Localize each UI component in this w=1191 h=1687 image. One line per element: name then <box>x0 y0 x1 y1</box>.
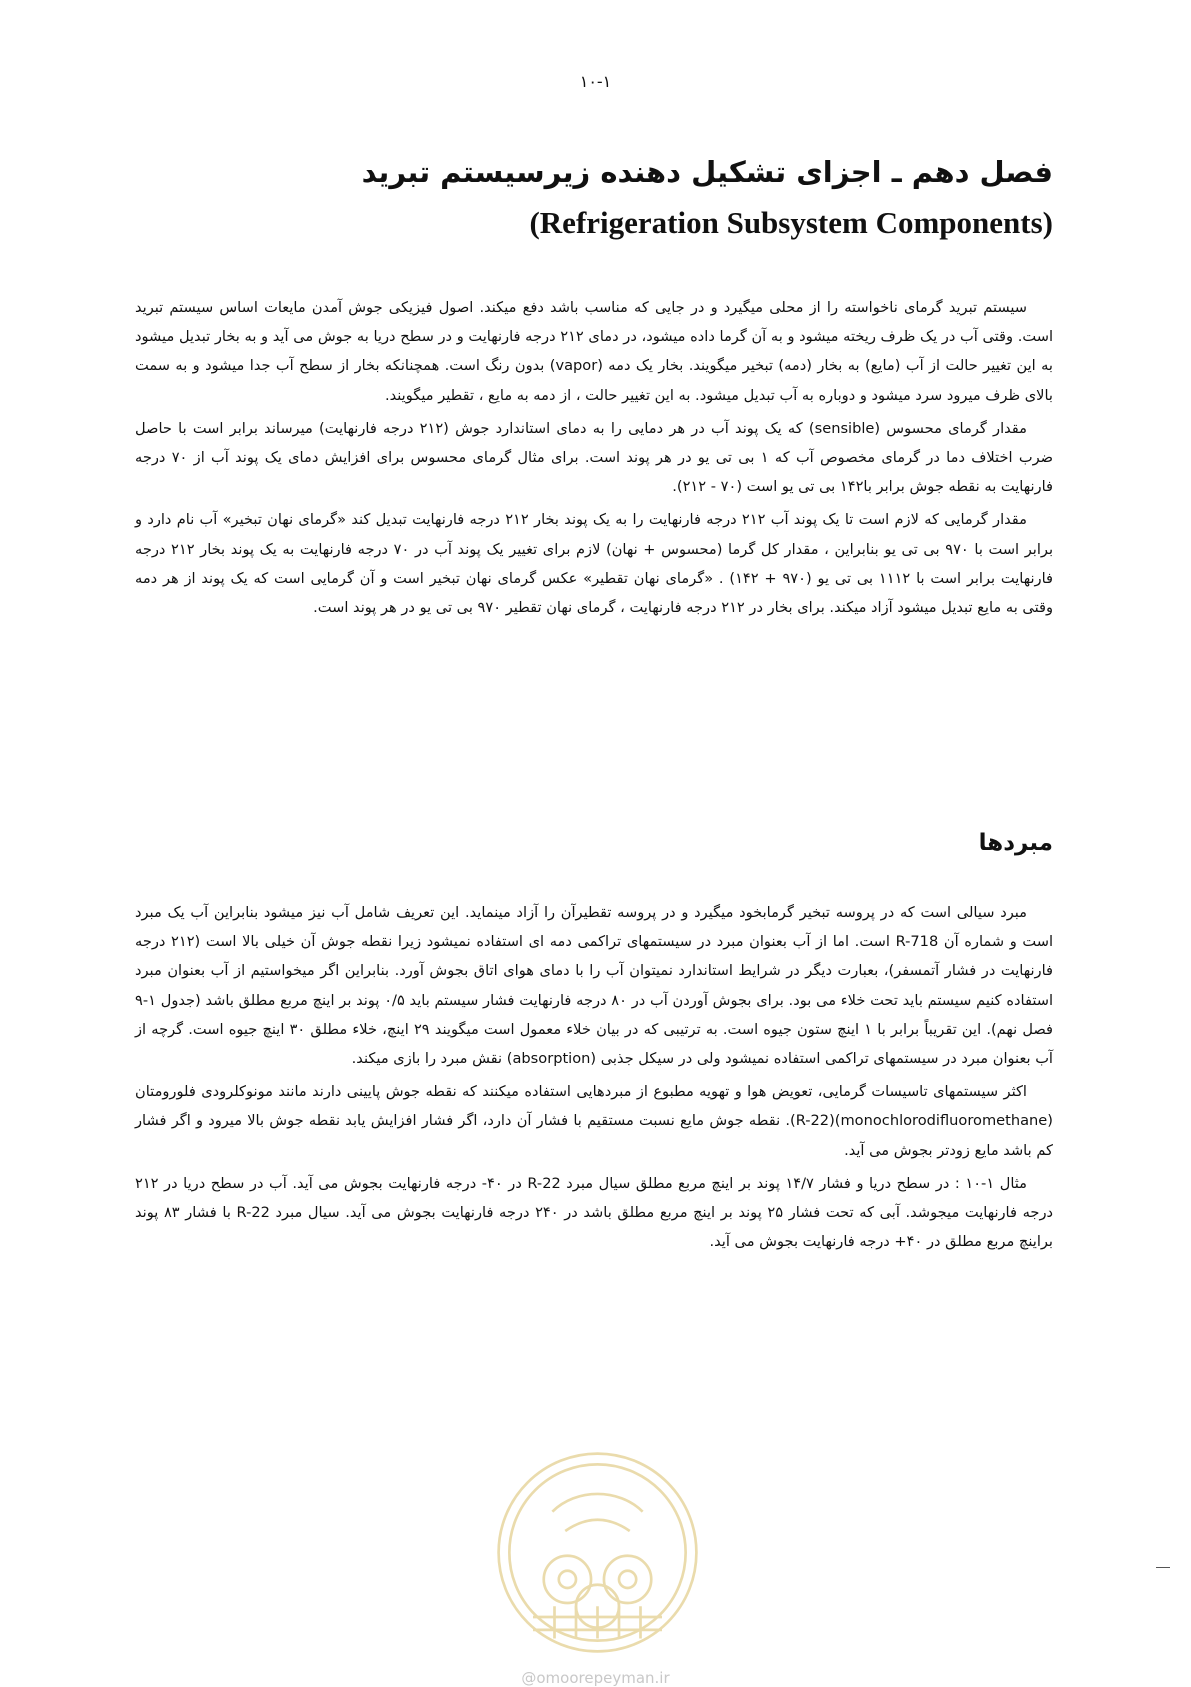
page-number: ۱۰-۱ <box>579 72 612 91</box>
margin-mark <box>1156 1567 1170 1568</box>
paragraph: مثال ۱-۱۰ : در سطح دریا و فشار ۱۴/۷ پوند بر اینچ مربع مطلق سیال مبرد R-22 در ۴۰- درجه فارنهایت بجوش می آید. آب در سطح دریا در ۲۱۲ درجه فارنهایت میجوشد. آبی که تحت فشار ۲۵ پوند بر اینچ مربع مطلق باشد در ۲۴۰ درجه فارنهایت بجوش می آید. سیال مبرد R-22 با فشار ۸۳ پوند براینچ مربع مطلق در ۴۰+ درجه فارنهایت بجوش می آید. <box>135 1174 1053 1251</box>
watermark-url: @omoorepeyman.ir <box>521 1669 670 1687</box>
seal-watermark-icon <box>490 1445 705 1660</box>
paragraph: سیستم تبرید گرمای ناخواسته را از محلی میگیرد و در جایی که مناسب باشد دفع میکند. اصول فیزیکی جوش آمدن مایعات اساس سیستم تبرید است. وقتی آب در یک ظرف ریخته میشود و به آن گرما داده میشود، در دمای ۲۱۲ درجه فارنهایت و در سطح دریا به جوش می آید و به بخار تبدیل میشود به این تغییر حالت از آب (مایع) به بخار (دمه) تبخیر میگویند. بخار یک دمه (vapor) بدون رنگ است. همچنانکه بخار از سطح آب جدا میشود و به سمت بالای ظرف میرود سرد میشود و دوباره به آب تبدیل میشود. به این تغییر حالت ، از دمه به مایع ، تقطیر میگویند. <box>135 299 1053 404</box>
paragraph: مقدار گرمایی که لازم است تا یک پوند آب ۲۱۲ درجه فارنهایت را به یک پوند بخار ۲۱۲ درجه فارنهایت تبدیل کند «گرمای نهان تبخیر» آب نام دارد و برابر است با ۹۷۰ بی تی یو بنابراین ، مقدار کل گرما (محسوس + نهان) لازم برای تغییر یک پوند آب در ۷۰ درجه فارنهایت به یک پوند بخار ۲۱۲ درجه فارنهایت برابر است با ۱۱۱۲ بی تی یو (۹۷۰ + ۱۴۲) . «گرمای نهان تقطیر» عکس گرمای نهان تبخیر است و آن گرمایی است که یک پوند از هر دمه وقتی به مایع تبدیل میشود آزاد میکند. برای بخار در ۲۱۲ درجه فارنهایت ، گرمای نهان تقطیر ۹۷۰ بی تی یو در هر پوند است. <box>135 511 1054 617</box>
intro-text <box>135 293 1053 622</box>
paragraph: مقدار گرمای محسوس (sensible) که یک پوند آب در هر دمایی را به دمای استاندارد جوش (۲۱۲ درجه فارنهایت) میرساند برابر است با حاصل ضرب اختلاف دما در گرمای مخصوص آب که ۱ بی تی یو در هر پوند است. برای مثال گرمای محسوس برای افزایش دمای یک پوند آب از ۷۰ درجه فارنهایت به نقطه جوش برابر با۱۴۲ بی تی یو است (۷۰ - ۲۱۲). <box>135 419 1054 496</box>
refrigerants-text <box>135 898 1053 1256</box>
section-heading: مبردها <box>978 830 1053 856</box>
paragraph: مبرد سیالی است که در پروسه تبخیر گرمابخود میگیرد و در پروسه تقطیرآن را آزاد مینماید. این تعریف شامل آب نیز میشود بنابراین آب یک مبرد است و شماره آن R-718 است. اما از آب بعنوان مبرد در سیستمهای تراکمی دمه ای استفاده نمیشود زیرا نقطه جوش آن خیلی بالا است (۲۱۲ درجه فارنهایت در فشار آتمسفر)، بعبارت دیگر در شرایط استاندارد نمیتوان آب را با دمای هوای اتاق بجوش آورد. بنابراین اگر میخواستیم از آب بعنوان مبرد استفاده کنیم سیستم باید تحت خلاء می بود. برای بجوش آوردن آب در ۸۰ درجه فارنهایت فشار سیستم باید ۰/۵ پوند بر اینچ مربع مطلق باشد (جدول ۱-۹ فصل نهم). این تقریباً برابر با ۱ اینچ ستون جیوه است. به ترتیبی که در بیان خلاء معمول است میگویند ۲۹ اینچ، خلاء مطلق ۳۰ اینچ جیوه است. گرچه از آب بعنوان مبرد در سیستمهای تراکمی استفاده نمیشود ولی در سیکل جذبی (absorption) نقش مبرد را بازی میکند. <box>135 904 1054 1068</box>
chapter-title-en: (Refrigeration Subsystem Components) <box>529 205 1053 240</box>
chapter-title-fa: فصل دهم ـ اجزای تشکیل دهنده زیرسیستم تبرید <box>361 155 1053 189</box>
paragraph: اکثر سیستمهای تاسیسات گرمایی، تعویض هوا و تهویه مطبوع از مبردهایی استفاده میکنند که نقطه جوش پایینی دارند مانند مونوکلرودی فلورومتان (monochlorodifluoromethane)(R-22). نقطه جوش مایع نسبت مستقیم با فشار آن دارد، اگر فشار افزایش یابد نقطه جوش بالا میرود و اگر فشار کم باشد مایع زودتر بجوش می آید. <box>135 1083 1053 1159</box>
